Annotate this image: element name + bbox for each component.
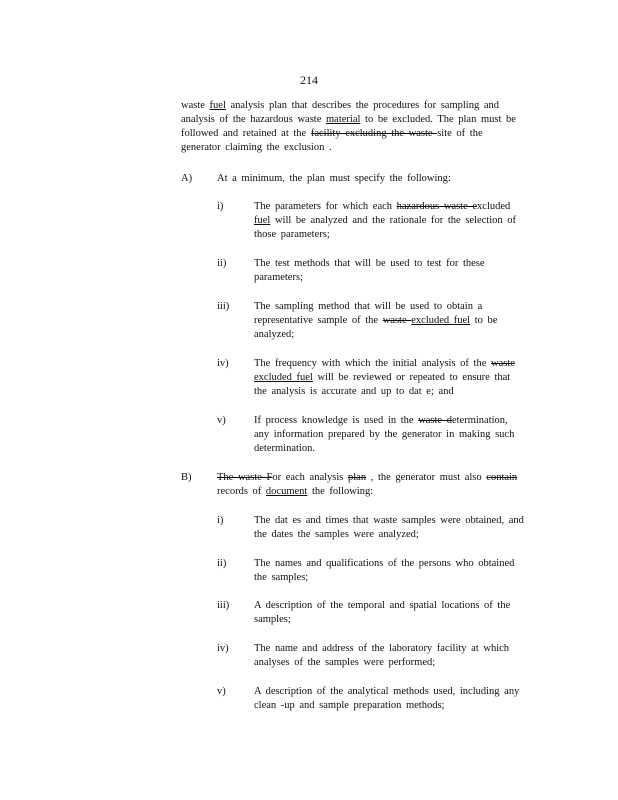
text: to be excluded. The plan must be xyxy=(360,114,516,125)
item-line: A description of the analytical methods used, including any xyxy=(254,686,520,697)
item-line: determination. xyxy=(254,443,315,454)
item-line: those parameters; xyxy=(254,229,330,240)
intro-line-2 xyxy=(181,113,516,127)
item-line: the dates the samples were analyzed; xyxy=(254,529,419,540)
text: xcluded xyxy=(477,201,511,212)
item-line: The sampling method that will be used to obtain a xyxy=(254,301,483,312)
item-marker: iii) xyxy=(217,301,230,312)
item-line: analyzed; xyxy=(254,329,295,340)
item-marker: v) xyxy=(217,686,226,697)
item-marker: iii) xyxy=(217,600,230,611)
text: records of xyxy=(217,486,266,497)
inserted-text: material xyxy=(326,114,361,125)
item-line: any information prepared by the generator in making such xyxy=(254,429,515,440)
deleted-text: hazardous waste e xyxy=(396,201,478,212)
item-line xyxy=(254,214,516,228)
item-line: clean -up and sample preparation methods; xyxy=(254,700,445,711)
text: waste xyxy=(181,100,210,111)
text: etermination, xyxy=(451,415,508,426)
text: followed and retained at the xyxy=(181,128,311,139)
item-line xyxy=(254,414,508,428)
item-line xyxy=(254,200,510,214)
deleted-text: The waste F xyxy=(217,472,273,483)
item-line: A description of the temporal and spatial locations of the xyxy=(254,600,511,611)
text: If process knowledge is used in the xyxy=(254,415,419,426)
section-b-line-2 xyxy=(217,485,373,499)
deleted-text: contain xyxy=(486,472,518,483)
page-number: 214 xyxy=(300,73,318,87)
item-line: parameters; xyxy=(254,272,303,283)
intro-line-3 xyxy=(181,127,483,141)
text: site of the xyxy=(437,128,483,139)
inserted-text: excluded fuel xyxy=(411,315,471,326)
item-line: the samples; xyxy=(254,572,309,583)
text: analysis plan that describes the procedures for sampling and xyxy=(225,100,500,111)
deleted-text: waste d xyxy=(418,415,452,426)
text: representative sample of the xyxy=(254,315,383,326)
inserted-text: fuel xyxy=(209,100,226,111)
item-line: The names and qualifications of the persons who obtained xyxy=(254,558,515,569)
intro-line-4 xyxy=(181,141,332,155)
item-marker: iv) xyxy=(217,358,229,369)
item-line xyxy=(254,357,515,371)
item-line: samples; xyxy=(254,614,291,625)
inserted-text: document xyxy=(265,486,308,497)
section-a-lead: At a minimum, the plan must specify the following: xyxy=(217,173,451,184)
item-marker: ii) xyxy=(217,258,227,269)
item-marker: ii) xyxy=(217,558,227,569)
item-marker: i) xyxy=(217,201,224,212)
item-line xyxy=(254,314,497,328)
intro-line-1 xyxy=(181,99,499,113)
deleted-text: plan xyxy=(348,472,367,483)
item-line: the analysis is accurate and up to dat e; and xyxy=(254,386,454,397)
item-line: The dat es and times that waste samples were obtained, and xyxy=(254,515,524,526)
item-marker: v) xyxy=(217,415,226,426)
item-marker: iv) xyxy=(217,643,229,654)
text: the following: xyxy=(307,486,374,497)
section-a-marker: A) xyxy=(181,173,193,184)
text: generator claiming the exclusion . xyxy=(181,142,332,153)
text: The parameters for which each xyxy=(254,201,397,212)
inserted-text: excluded fuel xyxy=(254,372,313,383)
item-line: analyses of the samples were performed; xyxy=(254,657,436,668)
inserted-text: fuel xyxy=(254,215,271,226)
deleted-text: waste xyxy=(490,358,515,369)
item-line: The name and address of the laboratory facility at which xyxy=(254,643,510,654)
text: will be reviewed or repeated to ensure that xyxy=(312,372,511,383)
section-b-marker: B) xyxy=(181,472,192,483)
text: analysis of the hazardous waste xyxy=(181,114,326,125)
item-line: The test methods that will be used to test for these xyxy=(254,258,485,269)
text: will be analyzed and the rationale for the selection of xyxy=(270,215,516,226)
text: or each analysis xyxy=(272,472,349,483)
text: The frequency with which the initial analysis of the xyxy=(254,358,491,369)
deleted-text: waste xyxy=(382,315,412,326)
item-marker: i) xyxy=(217,515,224,526)
section-b-line-1 xyxy=(217,471,517,485)
deleted-text: facility excluding the waste xyxy=(310,128,438,139)
item-line xyxy=(254,371,510,385)
text: , the generator must also xyxy=(366,472,487,483)
text: to be xyxy=(470,315,498,326)
